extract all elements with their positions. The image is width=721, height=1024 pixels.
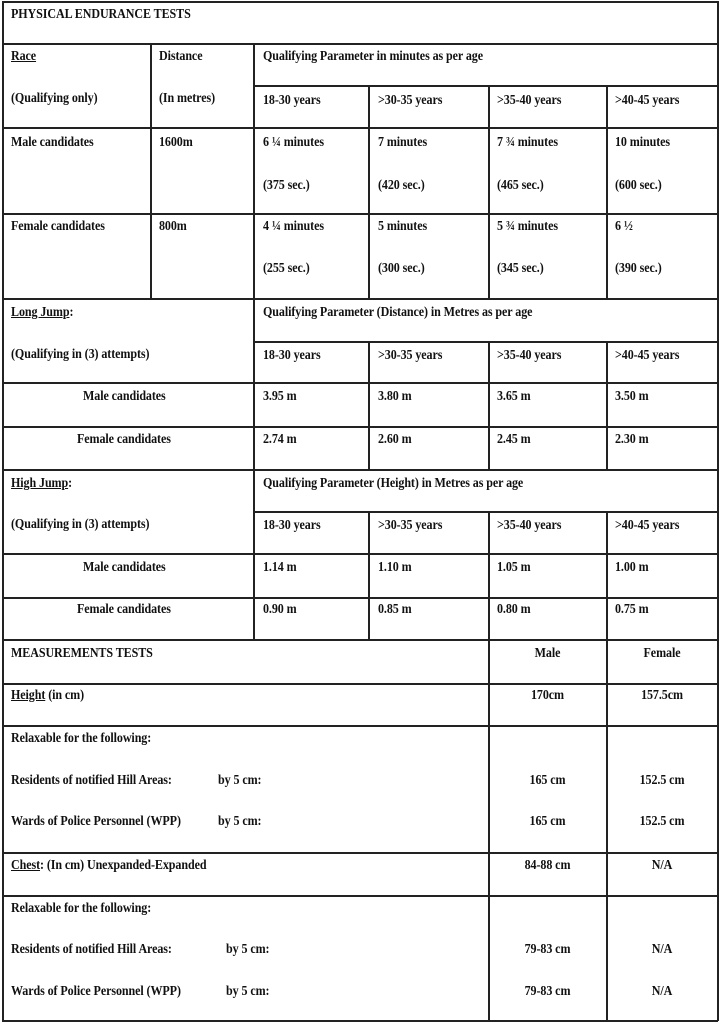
relax-male-value: 79-83 cm <box>524 942 571 957</box>
chest-label-text: Chest <box>11 858 41 873</box>
rule <box>488 639 490 1021</box>
high-jump-value: 1.00 m <box>615 560 649 575</box>
race-seconds: (465 sec.) <box>497 178 544 193</box>
rule <box>606 341 608 469</box>
relax-male-value: 79-83 cm <box>524 984 571 999</box>
age-group-header: >30-35 years <box>378 348 443 363</box>
rule <box>2 683 718 685</box>
rule <box>2 553 718 555</box>
rule <box>2 1 718 3</box>
rule <box>254 85 718 87</box>
high-jump-row-label: Male candidates <box>83 560 166 575</box>
rule <box>2 43 718 45</box>
relax-female-value: 152.5 cm <box>639 814 685 829</box>
chest-label-suffix: : (In cm) Unexpanded-Expanded <box>40 858 207 873</box>
rule <box>150 43 152 299</box>
race-minutes: 4 ¼ minutes <box>263 219 324 234</box>
race-distance: 800m <box>159 219 187 234</box>
rule <box>253 43 255 639</box>
rule <box>368 341 370 469</box>
relax-female-value: N/A <box>651 984 673 999</box>
chest-relax-heading: Relaxable for the following: <box>11 901 152 916</box>
rule <box>2 426 718 428</box>
long-jump-parameter-heading: Qualifying Parameter (Distance) in Metres as per age <box>263 305 533 320</box>
long-jump-value: 2.30 m <box>615 432 649 447</box>
rule <box>2 382 718 384</box>
long-jump-value: 3.50 m <box>615 389 649 404</box>
high-jump-value: 0.90 m <box>263 602 297 617</box>
long-jump-value: 3.80 m <box>378 389 412 404</box>
high-jump-value: 1.14 m <box>263 560 297 575</box>
age-group-header: 18-30 years <box>263 93 321 108</box>
rule <box>606 85 608 299</box>
rule <box>717 1 719 1021</box>
age-group-header: 18-30 years <box>263 348 321 363</box>
chest-label <box>11 858 206 874</box>
rule <box>488 85 490 299</box>
race-seconds: (600 sec.) <box>615 178 662 193</box>
height-label-text: Height <box>11 688 46 703</box>
race-column-subtitle: (Qualifying only) <box>11 91 98 106</box>
high-jump-row-label: Female candidates <box>77 602 171 617</box>
height-label <box>11 688 84 704</box>
relax-row-label: Wards of Police Personnel (WPP) <box>11 814 181 829</box>
rule <box>2 639 718 641</box>
height-male-value: 170cm <box>530 688 565 703</box>
relax-male-value: 165 cm <box>529 814 566 829</box>
race-seconds: (390 sec.) <box>615 261 662 276</box>
age-group-header: >35-40 years <box>497 348 562 363</box>
long-jump-value: 3.65 m <box>497 389 531 404</box>
relax-row-amount: by 5 cm: <box>226 984 270 999</box>
long-jump-value: 2.60 m <box>378 432 412 447</box>
long-jump-subtitle: (Qualifying in (3) attempts) <box>11 347 150 362</box>
age-group-header: 18-30 years <box>263 518 321 533</box>
age-group-header: >35-40 years <box>497 518 562 533</box>
race-minutes: 10 minutes <box>615 135 670 150</box>
race-distance: 1600m <box>159 135 193 150</box>
long-jump-title-text: Long Jump <box>11 305 70 320</box>
relax-row-label: Wards of Police Personnel (WPP) <box>11 984 181 999</box>
race-seconds: (345 sec.) <box>497 261 544 276</box>
relax-row-label: Residents of notified Hill Areas: <box>11 773 172 788</box>
height-relax-heading: Relaxable for the following: <box>11 731 152 746</box>
race-minutes: 6 ¼ minutes <box>263 135 324 150</box>
race-seconds: (420 sec.) <box>378 178 425 193</box>
rule <box>2 1020 718 1022</box>
rule <box>2 213 718 215</box>
race-minutes: 6 ½ <box>615 219 633 234</box>
rule <box>2 597 718 599</box>
rule <box>2 852 718 854</box>
high-jump-title-text: High Jump <box>11 476 69 491</box>
rule <box>254 511 718 513</box>
high-jump-subtitle: (Qualifying in (3) attempts) <box>11 517 150 532</box>
chest-female-value: N/A <box>651 858 673 873</box>
age-group-header: >40-45 years <box>615 348 680 363</box>
rule <box>606 511 608 639</box>
race-column-title: Race <box>11 49 37 64</box>
high-jump-title <box>11 476 72 492</box>
relax-row-amount: by 5 cm: <box>218 814 262 829</box>
age-group-header: >30-35 years <box>378 93 443 108</box>
male-column-header: Male <box>534 646 561 661</box>
section-title: PHYSICAL ENDURANCE TESTS <box>11 7 191 22</box>
high-jump-value: 1.05 m <box>497 560 531 575</box>
rule <box>2 469 718 471</box>
relax-male-value: 165 cm <box>529 773 566 788</box>
race-minutes: 5 ¾ minutes <box>497 219 558 234</box>
endurance-table <box>2 1 718 1021</box>
race-seconds: (255 sec.) <box>263 261 310 276</box>
distance-column-title: Distance <box>159 49 203 64</box>
long-jump-title-colon: : <box>69 305 74 320</box>
race-parameter-heading: Qualifying Parameter in minutes as per age <box>263 49 484 64</box>
rule <box>2 725 718 727</box>
high-jump-value: 0.80 m <box>497 602 531 617</box>
distance-column-subtitle: (In metres) <box>159 91 216 106</box>
race-seconds: (375 sec.) <box>263 178 310 193</box>
age-group-header: >40-45 years <box>615 518 680 533</box>
race-row-label: Female candidates <box>11 219 105 234</box>
age-group-header: >35-40 years <box>497 93 562 108</box>
rule <box>368 85 370 299</box>
relax-row-amount: by 5 cm: <box>226 942 270 957</box>
relax-female-value: 152.5 cm <box>639 773 685 788</box>
height-label-suffix: (in cm) <box>45 688 85 703</box>
long-jump-row-label: Female candidates <box>77 432 171 447</box>
relax-row-amount: by 5 cm: <box>218 773 262 788</box>
rule <box>254 341 718 343</box>
relax-row-label: Residents of notified Hill Areas: <box>11 942 172 957</box>
race-minutes: 7 ¾ minutes <box>497 135 558 150</box>
long-jump-title <box>11 305 73 321</box>
long-jump-value: 2.45 m <box>497 432 531 447</box>
high-jump-title-colon: : <box>68 476 73 491</box>
height-female-value: 157.5cm <box>641 688 683 703</box>
rule <box>2 127 718 129</box>
age-group-header: >40-45 years <box>615 93 680 108</box>
long-jump-value: 2.74 m <box>263 432 297 447</box>
relax-female-value: N/A <box>651 942 673 957</box>
rule <box>2 1 4 1021</box>
high-jump-value: 0.85 m <box>378 602 412 617</box>
rule <box>488 341 490 469</box>
rule <box>368 511 370 639</box>
high-jump-value: 1.10 m <box>378 560 412 575</box>
race-minutes: 7 minutes <box>378 135 428 150</box>
female-column-header: Female <box>643 646 681 661</box>
long-jump-value: 3.95 m <box>263 389 297 404</box>
race-minutes: 5 minutes <box>378 219 428 234</box>
age-group-header: >30-35 years <box>378 518 443 533</box>
long-jump-row-label: Male candidates <box>83 389 166 404</box>
measurements-title: MEASUREMENTS TESTS <box>11 646 153 661</box>
rule <box>2 895 718 897</box>
high-jump-value: 0.75 m <box>615 602 649 617</box>
race-row-label: Male candidates <box>11 135 94 150</box>
high-jump-parameter-heading: Qualifying Parameter (Height) in Metres as per age <box>263 476 524 491</box>
chest-male-value: 84-88 cm <box>524 858 571 873</box>
race-seconds: (300 sec.) <box>378 261 425 276</box>
rule <box>606 639 608 1021</box>
rule <box>488 511 490 639</box>
rule <box>2 298 718 300</box>
